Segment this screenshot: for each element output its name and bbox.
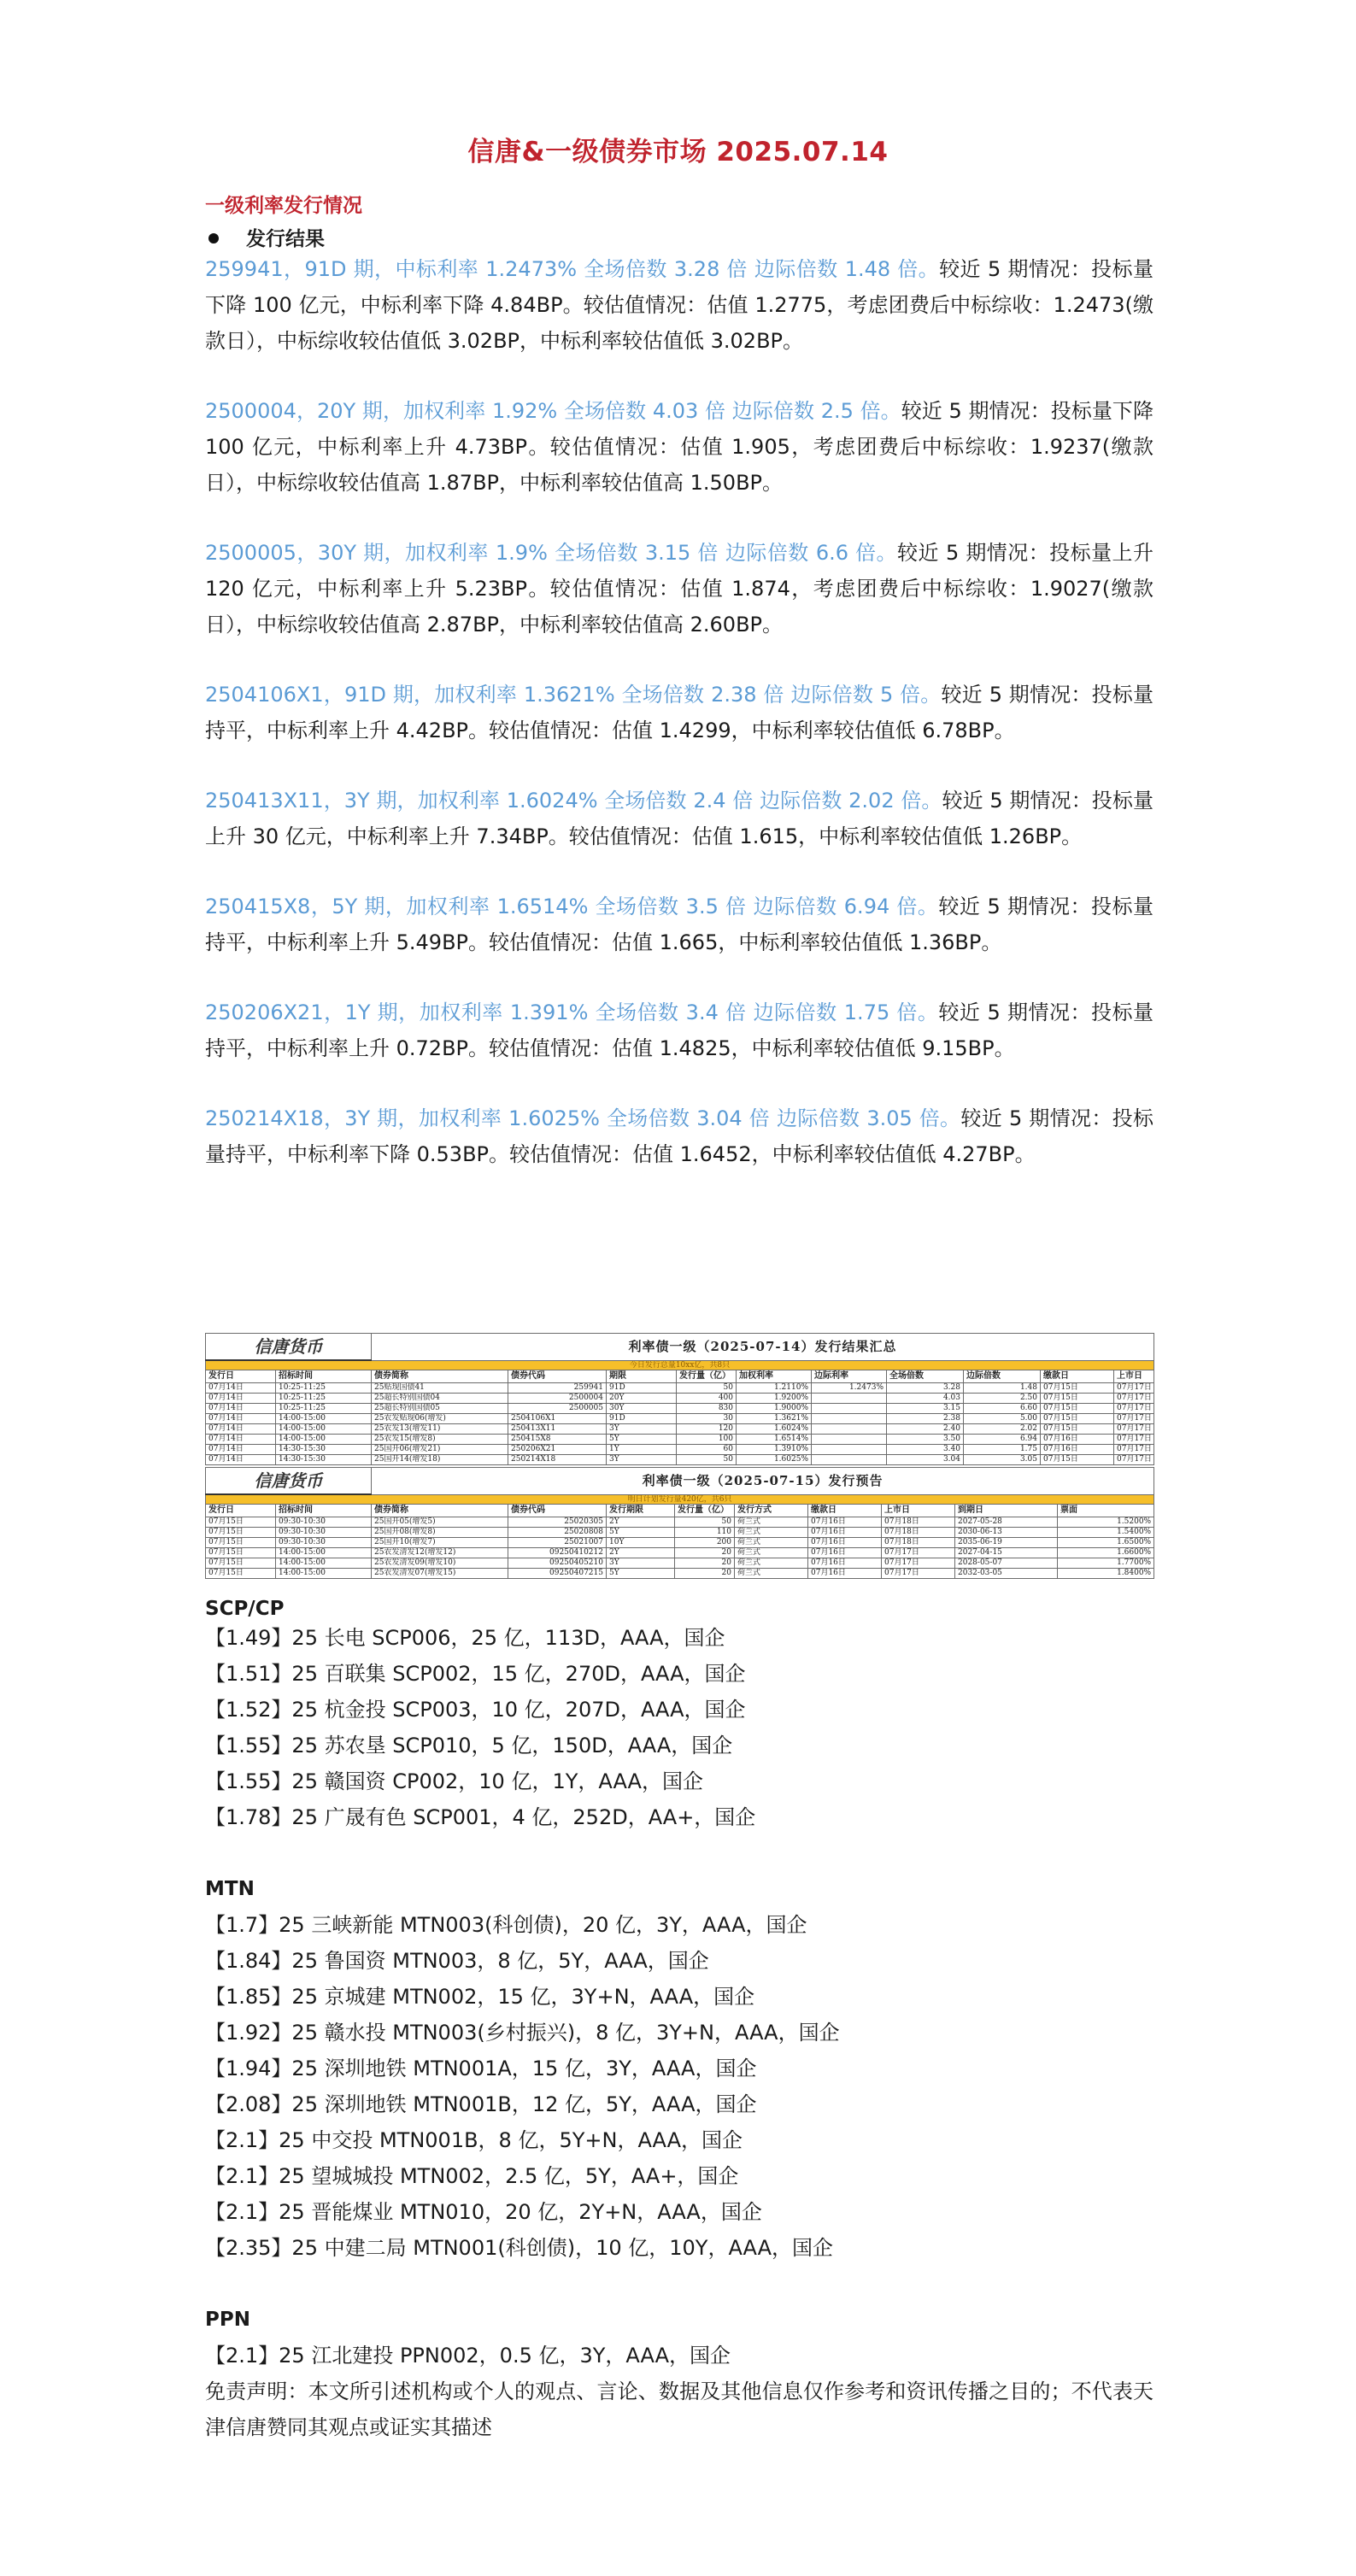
results-bullet-heading — [205, 223, 1153, 251]
mtn-list — [205, 1907, 1153, 2266]
table-cell: 07月16日 — [808, 1569, 882, 1579]
forecast-table — [205, 1467, 1154, 1579]
result-paragraph — [205, 393, 1153, 501]
result-headline: 250206X21，1Y 期，加权利率 1.391% 全场倍数 3.4 倍 边际倍数 1.75 倍。 — [205, 1000, 939, 1024]
table-cell: 10Y — [607, 1538, 675, 1548]
column-header: 发行量（亿） — [677, 1370, 737, 1383]
table-cell: 07月14日 — [206, 1394, 276, 1404]
column-header: 债券简称 — [372, 1370, 508, 1383]
bond-list-item: 【1.49】25 长电 SCP006，25 亿，113D，AAA，国企 — [205, 1626, 725, 1650]
table-cell: 1.6514% — [737, 1435, 812, 1445]
table-cell: 07月15日 — [206, 1517, 276, 1528]
table-cell: 07月17日 — [882, 1569, 955, 1579]
table-cell: 91D — [607, 1414, 677, 1424]
table-cell: 07月16日 — [1041, 1435, 1114, 1445]
table-cell: 09250405210 — [508, 1558, 607, 1569]
column-header: 到期日 — [955, 1505, 1058, 1517]
table-cell: 07月17日 — [1114, 1414, 1154, 1424]
table-cell: 1.3910% — [737, 1445, 812, 1455]
table-cell: 07月15日 — [1041, 1383, 1114, 1394]
table-cell: 3.15 — [887, 1404, 964, 1414]
disclaimer-text: 免责声明：本文所引述机构或个人的观点、言论、数据及其他信息仅作参考和资讯传播之目的；不代表天津信唐赞同其观点或证实其描述 — [205, 2379, 1153, 2439]
table-cell: 10:25-11:25 — [276, 1394, 372, 1404]
bond-list-item: 【2.1】25 江北建投 PPN002，0.5 亿，3Y，AAA，国企 — [205, 2344, 731, 2368]
table-cell: 25农发清发09(增发10) — [372, 1558, 508, 1569]
bond-list-item: 【1.55】25 赣国资 CP002，10 亿，1Y，AAA，国企 — [205, 1769, 703, 1793]
table-cell: 07月17日 — [1114, 1383, 1154, 1394]
table-cell: 07月15日 — [206, 1528, 276, 1538]
table-cell: 07月15日 — [1041, 1414, 1114, 1424]
bond-list-item: 【2.08】25 深圳地铁 MTN001B，12 亿，5Y，AAA，国企 — [205, 2092, 757, 2116]
table-cell: 50 — [675, 1517, 735, 1528]
primary-issuance-section — [205, 190, 1153, 1172]
result-detail: 较近 5 期情况：投标量持平，中标利率上升 0.72BP。较估值情况：估值 1.4825，中标利率较估值低 9.15BP。 — [205, 1000, 1153, 1060]
table-cell: 07月14日 — [206, 1455, 276, 1465]
table-cell: 荷兰式 — [735, 1558, 808, 1569]
table-cell — [812, 1404, 887, 1414]
table-cell: 07月14日 — [206, 1424, 276, 1435]
table-cell — [812, 1445, 887, 1455]
table-columns-row — [206, 1505, 1154, 1517]
table-cell: 2027-05-28 — [955, 1517, 1058, 1528]
table-cell: 1.2473% — [812, 1383, 887, 1394]
table-title: 利率债一级（2025-07-15）发行预告 — [372, 1468, 1154, 1495]
table-row — [206, 1414, 1154, 1424]
table-cell: 20 — [675, 1558, 735, 1569]
column-header: 发行日 — [206, 1505, 276, 1517]
table-cell — [812, 1455, 887, 1465]
table-cell: 07月15日 — [206, 1538, 276, 1548]
table-cell: 2027-04-15 — [955, 1548, 1058, 1558]
bond-list-item: 【2.1】25 望城城投 MTN002，2.5 亿，5Y，AA+，国企 — [205, 2164, 739, 2188]
table-subtitle-row — [206, 1360, 1154, 1370]
bullet-icon — [208, 233, 219, 244]
table-cell: 09:30-10:30 — [276, 1538, 372, 1548]
table-cell: 1.7700% — [1058, 1558, 1154, 1569]
column-header: 加权利率 — [737, 1370, 812, 1383]
table-row — [206, 1404, 1154, 1414]
table-logo: 信唐货币 — [206, 1334, 372, 1361]
column-header: 发行方式 — [735, 1505, 808, 1517]
table-cell: 10:25-11:25 — [276, 1404, 372, 1414]
table-cell: 2500004 — [508, 1394, 607, 1404]
table-cell: 2.40 — [887, 1424, 964, 1435]
column-header: 缴款日 — [808, 1505, 882, 1517]
table-cell: 2028-05-07 — [955, 1558, 1058, 1569]
table-cell: 07月17日 — [1114, 1445, 1154, 1455]
table-cell: 14:00-15:00 — [276, 1424, 372, 1435]
table-row — [206, 1394, 1154, 1404]
result-detail: 较近 5 期情况：投标量持平，中标利率上升 4.42BP。较估值情况：估值 1.4299，中标利率较估值低 6.78BP。 — [205, 683, 1153, 742]
column-header: 债券简称 — [372, 1505, 508, 1517]
column-header: 上市日 — [882, 1505, 955, 1517]
tables-image — [205, 1333, 1153, 1579]
bond-list-item: 【1.7】25 三峡新能 MTN003(科创债)，20 亿，3Y，AAA，国企 — [205, 1913, 807, 1937]
table-cell: 07月18日 — [882, 1538, 955, 1548]
result-headline: 250214X18，3Y 期，加权利率 1.6025% 全场倍数 3.04 倍 边际倍数 3.05 倍。 — [205, 1106, 961, 1130]
table-cell: 07月17日 — [1114, 1394, 1154, 1404]
result-paragraph — [205, 889, 1153, 960]
result-detail: 较近 5 期情况：投标量下降 100 亿元，中标利率下降 4.84BP。较估值情况：估值 1.2775，考虑团费后中标综收：1.2473(缴款日），中标综收较估值低 3.02BP，中标利率较估值低 3.02BP。 — [205, 257, 1153, 353]
table-row — [206, 1538, 1154, 1548]
column-header: 发行量（亿） — [675, 1505, 735, 1517]
table-cell: 07月16日 — [808, 1548, 882, 1558]
table-cell: 2500005 — [508, 1404, 607, 1414]
table-cell: 07月17日 — [1114, 1435, 1154, 1445]
table-cell: 200 — [675, 1538, 735, 1548]
result-headline: 259941，91D 期，中标利率 1.2473% 全场倍数 3.28 倍 边际倍数 1.48 倍。 — [205, 257, 940, 281]
table-cell: 07月15日 — [206, 1548, 276, 1558]
table-row — [206, 1517, 1154, 1528]
table-header-row — [206, 1334, 1154, 1361]
table-cell: 1.2110% — [737, 1383, 812, 1394]
table-cell: 07月15日 — [1041, 1404, 1114, 1414]
bond-list-item: 【1.84】25 鲁国资 MTN003，8 亿，5Y，AAA，国企 — [205, 1949, 709, 1973]
column-header: 边际利率 — [812, 1370, 887, 1383]
table-cell: 14:00-15:00 — [276, 1414, 372, 1424]
result-detail: 较近 5 期情况：投标量上升 30 亿元，中标利率上升 7.34BP。较估值情况：估值 1.615，中标利率较估值低 1.26BP。 — [205, 789, 1153, 848]
table-cell: 荷兰式 — [735, 1528, 808, 1538]
table-cell: 1.9200% — [737, 1394, 812, 1404]
table-title: 利率债一级（2025-07-14）发行结果汇总 — [372, 1334, 1154, 1361]
table-cell: 07月16日 — [808, 1528, 882, 1538]
table-cell: 1.75 — [964, 1445, 1041, 1455]
table-cell: 400 — [677, 1394, 737, 1404]
table-cell: 5Y — [607, 1435, 677, 1445]
table-cell: 2Y — [607, 1548, 675, 1558]
column-header: 期限 — [607, 1370, 677, 1383]
bond-list-item: 【1.78】25 广晟有色 SCP001，4 亿，252D，AA+，国企 — [205, 1805, 756, 1829]
table-cell: 50 — [677, 1455, 737, 1465]
table-cell: 1.8400% — [1058, 1569, 1154, 1579]
table-cell — [812, 1394, 887, 1404]
table-cell: 07月16日 — [808, 1558, 882, 1569]
table-cell: 07月15日 — [1041, 1455, 1114, 1465]
table-cell — [812, 1424, 887, 1435]
table-cell: 1.6024% — [737, 1424, 812, 1435]
table-cell: 20 — [675, 1569, 735, 1579]
table-cell: 91D — [607, 1383, 677, 1394]
table-cell: 07月14日 — [206, 1445, 276, 1455]
table-cell: 25020808 — [508, 1528, 607, 1538]
column-header: 招标时间 — [276, 1505, 372, 1517]
column-header: 债券代码 — [508, 1505, 607, 1517]
table-cell: 2030-06-13 — [955, 1528, 1058, 1538]
table-cell: 14:30-15:30 — [276, 1445, 372, 1455]
scp-heading: SCP/CP — [205, 1598, 285, 1620]
scp-list — [205, 1620, 1153, 1835]
column-header: 发行期限 — [607, 1505, 675, 1517]
bond-list-item: 【1.85】25 京城建 MTN002，15 亿，3Y+N，AAA，国企 — [205, 1985, 755, 2009]
table-cell: 20Y — [607, 1394, 677, 1404]
table-cell: 07月17日 — [882, 1558, 955, 1569]
table-cell: 5Y — [607, 1569, 675, 1579]
table-cell: 25贴现国债41 — [372, 1383, 508, 1394]
summary-table — [205, 1333, 1154, 1465]
result-paragraph — [205, 995, 1153, 1066]
table-cell: 07月18日 — [882, 1517, 955, 1528]
table-cell: 07月16日 — [808, 1517, 882, 1528]
table-cell: 1.9000% — [737, 1404, 812, 1414]
table-cell: 25农发15(增发8) — [372, 1435, 508, 1445]
table-cell: 2504106X1 — [508, 1414, 607, 1424]
table-cell: 07月15日 — [1041, 1424, 1114, 1435]
table-cell: 09250407215 — [508, 1569, 607, 1579]
table-row — [206, 1383, 1154, 1394]
table-columns-row — [206, 1370, 1154, 1383]
column-header: 全场倍数 — [887, 1370, 964, 1383]
table-row — [206, 1548, 1154, 1558]
table-cell: 6.94 — [964, 1435, 1041, 1445]
table-cell: 250206X21 — [508, 1445, 607, 1455]
table-cell: 3Y — [607, 1455, 677, 1465]
table-cell: 30 — [677, 1414, 737, 1424]
table-row — [206, 1424, 1154, 1435]
table-cell: 25农发13(增发11) — [372, 1424, 508, 1435]
table-cell: 120 — [677, 1424, 737, 1435]
table-cell: 10:25-11:25 — [276, 1383, 372, 1394]
table-cell: 荷兰式 — [735, 1569, 808, 1579]
table-subtitle: 今日发行总量10xx亿，共8只 — [206, 1360, 1154, 1370]
bond-list-item: 【1.52】25 杭金投 SCP003，10 亿，207D，AAA，国企 — [205, 1698, 746, 1722]
table-cell: 07月18日 — [882, 1528, 955, 1538]
table-cell: 3.28 — [887, 1383, 964, 1394]
result-headline: 250415X8，5Y 期，加权利率 1.6514% 全场倍数 3.5 倍 边际倍数 6.94 倍。 — [205, 895, 939, 918]
column-header: 票面 — [1058, 1505, 1154, 1517]
table-cell: 3Y — [607, 1558, 675, 1569]
table-cell: 25020305 — [508, 1517, 607, 1528]
table-cell: 07月14日 — [206, 1404, 276, 1414]
table-cell: 2.02 — [964, 1424, 1041, 1435]
table-cell: 荷兰式 — [735, 1517, 808, 1528]
table-cell: 2035-06-19 — [955, 1538, 1058, 1548]
table-cell: 2.50 — [964, 1394, 1041, 1404]
table-cell — [812, 1414, 887, 1424]
table-cell: 07月14日 — [206, 1414, 276, 1424]
table-cell: 1.5200% — [1058, 1517, 1154, 1528]
credit-issuance-section — [205, 1598, 1153, 2445]
table-cell: 07月17日 — [1114, 1455, 1154, 1465]
table-cell: 3.50 — [887, 1435, 964, 1445]
table-row — [206, 1445, 1154, 1455]
table-cell: 2Y — [607, 1517, 675, 1528]
result-paragraph — [205, 1100, 1153, 1172]
table-cell: 259941 — [508, 1383, 607, 1394]
result-headline: 2504106X1，91D 期，加权利率 1.3621% 全场倍数 2.38 倍 边际倍数 5 倍。 — [205, 683, 942, 707]
table-cell: 4.03 — [887, 1394, 964, 1404]
result-paragraph — [205, 535, 1153, 643]
table-cell: 07月14日 — [206, 1435, 276, 1445]
result-paragraph — [205, 677, 1153, 748]
result-detail: 较近 5 期情况：投标量上升 120 亿元，中标利率上升 5.23BP。较估值情况：估值 1.874，考虑团费后中标综收：1.9027(缴款日），中标综收较估值高 2.87BP，中标利率较估值高 2.60BP。 — [205, 541, 1153, 637]
table-cell: 1.6500% — [1058, 1538, 1154, 1548]
table-cell: 250214X18 — [508, 1455, 607, 1465]
table-cell: 09:30-10:30 — [276, 1517, 372, 1528]
table-cell: 07月15日 — [206, 1569, 276, 1579]
table-cell: 14:00-15:00 — [276, 1548, 372, 1558]
bond-list-item: 【1.94】25 深圳地铁 MTN001A，15 亿，3Y，AAA，国企 — [205, 2057, 757, 2080]
table-cell: 60 — [677, 1445, 737, 1455]
column-header: 上市日 — [1114, 1370, 1154, 1383]
result-detail: 较近 5 期情况：投标量下降 100 亿元，中标利率上升 4.73BP。较估值情况：估值 1.905，考虑团费后中标综收：1.9237(缴款日），中标综收较估值高 1.87BP，中标利率较估值高 1.50BP。 — [205, 399, 1153, 495]
table-row — [206, 1528, 1154, 1538]
table-cell: 09:30-10:30 — [276, 1528, 372, 1538]
table-cell: 09250410212 — [508, 1548, 607, 1558]
ppn-heading: PPN — [205, 2309, 250, 2331]
table-cell: 1.6025% — [737, 1455, 812, 1465]
bond-list-item: 【1.92】25 赣水投 MTN003(乡村振兴)，8 亿，3Y+N，AAA，国企 — [205, 2021, 840, 2045]
result-paragraph — [205, 251, 1153, 359]
table-row — [206, 1455, 1154, 1465]
table-cell: 25国开06(增发21) — [372, 1445, 508, 1455]
table-cell: 1.6600% — [1058, 1548, 1154, 1558]
bond-list-item: 【2.1】25 晋能煤业 MTN010，20 亿，2Y+N，AAA，国企 — [205, 2200, 762, 2224]
table-cell: 2032-03-05 — [955, 1569, 1058, 1579]
table-cell: 6.60 — [964, 1404, 1041, 1414]
table-cell: 25国开08(增发8) — [372, 1528, 508, 1538]
table-cell: 07月16日 — [1041, 1445, 1114, 1455]
table-cell: 25超长特别国债04 — [372, 1394, 508, 1404]
table-cell: 100 — [677, 1435, 737, 1445]
table-cell: 07月17日 — [1114, 1404, 1154, 1414]
table-cell: 25农发清发07(增发15) — [372, 1569, 508, 1579]
table-cell: 07月14日 — [206, 1383, 276, 1394]
result-detail: 较近 5 期情况：投标量持平，中标利率上升 5.49BP。较估值情况：估值 1.665，中标利率较估值低 1.36BP。 — [205, 895, 1153, 954]
table-cell: 07月15日 — [1041, 1394, 1114, 1404]
section-heading: 一级利率发行情况 — [205, 195, 362, 217]
ppn-list — [205, 2338, 1153, 2374]
table-cell: 07月17日 — [1114, 1424, 1154, 1435]
table-cell: 25021007 — [508, 1538, 607, 1548]
column-header: 招标时间 — [276, 1370, 372, 1383]
table-cell: 25国开10(增发7) — [372, 1538, 508, 1548]
table-cell: 250413X11 — [508, 1424, 607, 1435]
table-cell: 250415X8 — [508, 1435, 607, 1445]
table-cell: 14:00-15:00 — [276, 1569, 372, 1579]
table-cell: 3.04 — [887, 1455, 964, 1465]
bond-list-item: 【2.1】25 中交投 MTN001B，8 亿，5Y+N，AAA，国企 — [205, 2128, 743, 2152]
table-cell: 5.00 — [964, 1414, 1041, 1424]
result-headline: 2500004，20Y 期，加权利率 1.92% 全场倍数 4.03 倍 边际倍数 2.5 倍。 — [205, 399, 901, 423]
column-header: 边际倍数 — [964, 1370, 1041, 1383]
result-paragraph — [205, 783, 1153, 854]
table-cell: 25超长特别国债05 — [372, 1404, 508, 1414]
result-headline: 2500005，30Y 期，加权利率 1.9% 全场倍数 3.15 倍 边际倍数 6.6 倍。 — [205, 541, 897, 565]
table-cell: 荷兰式 — [735, 1538, 808, 1548]
mtn-heading: MTN — [205, 1878, 255, 1900]
table-cell: 14:00-15:00 — [276, 1558, 372, 1569]
table-cell: 1.48 — [964, 1383, 1041, 1394]
table-cell: 3.40 — [887, 1445, 964, 1455]
table-cell: 25农发贴现06(增发) — [372, 1414, 508, 1424]
table-cell: 5Y — [607, 1528, 675, 1538]
table-cell: 110 — [675, 1528, 735, 1538]
table-cell: 50 — [677, 1383, 737, 1394]
column-header: 债券代码 — [508, 1370, 607, 1383]
table-row — [206, 1558, 1154, 1569]
results-list — [205, 251, 1153, 1172]
table-row — [206, 1569, 1154, 1579]
table-cell: 830 — [677, 1404, 737, 1414]
table-cell: 25国开05(增发5) — [372, 1517, 508, 1528]
table-cell: 2.38 — [887, 1414, 964, 1424]
table-subtitle: 明日计划发行量420亿，共6只 — [206, 1494, 1154, 1505]
table-row — [206, 1435, 1154, 1445]
bond-list-item: 【1.55】25 苏农垦 SCP010，5 亿，150D，AAA，国企 — [205, 1734, 733, 1757]
document-title: 信唐&一级债券市场 2025.07.14 — [467, 137, 889, 167]
result-detail: 较近 5 期情况：投标量持平，中标利率下降 0.53BP。较估值情况：估值 1.6452，中标利率较估值低 4.27BP。 — [205, 1106, 1153, 1166]
results-heading-label: 发行结果 — [246, 228, 325, 250]
table-cell: 20 — [675, 1548, 735, 1558]
table-cell: 07月15日 — [206, 1558, 276, 1569]
column-header: 缴款日 — [1041, 1370, 1114, 1383]
table-cell: 荷兰式 — [735, 1548, 808, 1558]
table-header-row — [206, 1468, 1154, 1495]
table-cell: 3Y — [607, 1424, 677, 1435]
table-cell: 1.5400% — [1058, 1528, 1154, 1538]
bond-list-item: 【2.35】25 中建二局 MTN001(科创债)，10 亿，10Y，AAA，国企 — [205, 2236, 834, 2260]
table-cell: 30Y — [607, 1404, 677, 1414]
result-headline: 250413X11，3Y 期，加权利率 1.6024% 全场倍数 2.4 倍 边际倍数 2.02 倍。 — [205, 789, 942, 813]
table-cell: 14:30-15:30 — [276, 1455, 372, 1465]
table-logo: 信唐货币 — [206, 1468, 372, 1495]
column-header: 发行日 — [206, 1370, 276, 1383]
table-cell: 07月16日 — [808, 1538, 882, 1548]
bond-list-item: 【1.51】25 百联集 SCP002，15 亿，270D，AAA，国企 — [205, 1662, 746, 1686]
table-cell: 3.05 — [964, 1455, 1041, 1465]
table-subtitle-row — [206, 1494, 1154, 1505]
table-cell: 25农发清发12(增发12) — [372, 1548, 508, 1558]
table-cell: 1.3621% — [737, 1414, 812, 1424]
table-cell: 07月17日 — [882, 1548, 955, 1558]
table-cell: 1Y — [607, 1445, 677, 1455]
table-cell — [812, 1435, 887, 1445]
table-cell: 25国开14(增发18) — [372, 1455, 508, 1465]
table-cell: 14:00-15:00 — [276, 1435, 372, 1445]
